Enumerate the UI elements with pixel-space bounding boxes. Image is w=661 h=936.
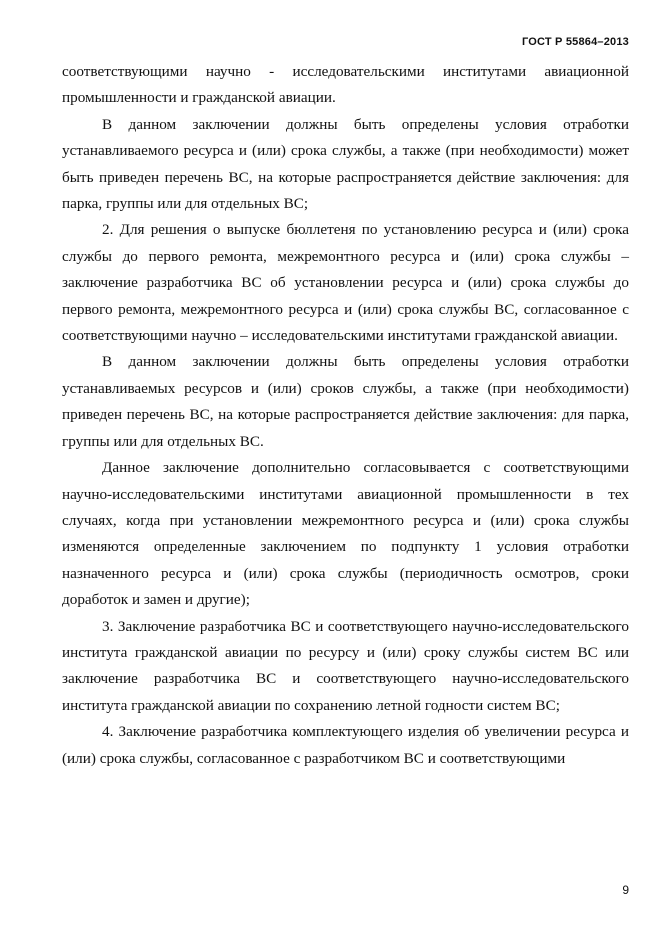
document-body xyxy=(62,59,629,772)
page-number: 9 xyxy=(622,883,629,897)
paragraph-item-4: 4. Заключение разработчика комплектующего изделия об увеличении ресурса и (или) срока службы, согласованное с разработчиком ВС и соответствующими xyxy=(62,723,629,767)
paragraph-conclusion-conditions-2: В данном заключении должны быть определены условия отработки устанавливаемых ресурсов и (или) сроков службы, а также (при необходимости) приведен перечень ВС, на которые распространяется действие заключения: для парка, группы или для отдельных ВС. xyxy=(62,353,629,450)
paragraph-item-2: 2. Для решения о выпуске бюллетеня по установлению ресурса и (или) срока службы до первого ремонта, межремонтного ресурса и (или) срока службы – заключение разработчика ВС об установлении ресурса и (или) срока службы до первого ремонта, межремонтного ресурса и (или) срока службы ВС, согласованное с соответствующими научно – исследовательскими институтами гражданской авиации. xyxy=(62,221,629,345)
paragraph-continuation: соответствующими научно - исследовательскими институтами авиационной промышленности и гражданской авиации. xyxy=(62,63,629,107)
paragraph-item-3: 3. Заключение разработчика ВС и соответствующего научно-исследовательского института гражданской авиации по ресурсу и (или) сроку службы систем ВС или заключение разработчика ВС и соответствующего научно-исследовательского института гражданской авиации по сохранению летной годности систем ВС; xyxy=(62,617,629,714)
document-code-header: ГОСТ Р 55864–2013 xyxy=(521,36,629,48)
paragraph-conclusion-conditions: В данном заключении должны быть определены условия отработки устанавливаемого ресурса и (или) срока службы, а также (при необходимости) может быть приведен перечень ВС, на которые распространяется действие заключения: для парка, группы или для отдельных ВС; xyxy=(62,115,629,213)
paragraph-additional-approval: Данное заключение дополнительно согласовывается с соответствующими научно-исследовательскими институтами авиационной промышленности в тех случаях, когда при установлении межремонтного ресурса и (или) срока службы изменяются определенные заключением по подпункту 1 условия отработки назначенного ресурса и (или) срока службы (периодичность осмотров, сроки доработок и замен и другие); xyxy=(62,459,629,609)
